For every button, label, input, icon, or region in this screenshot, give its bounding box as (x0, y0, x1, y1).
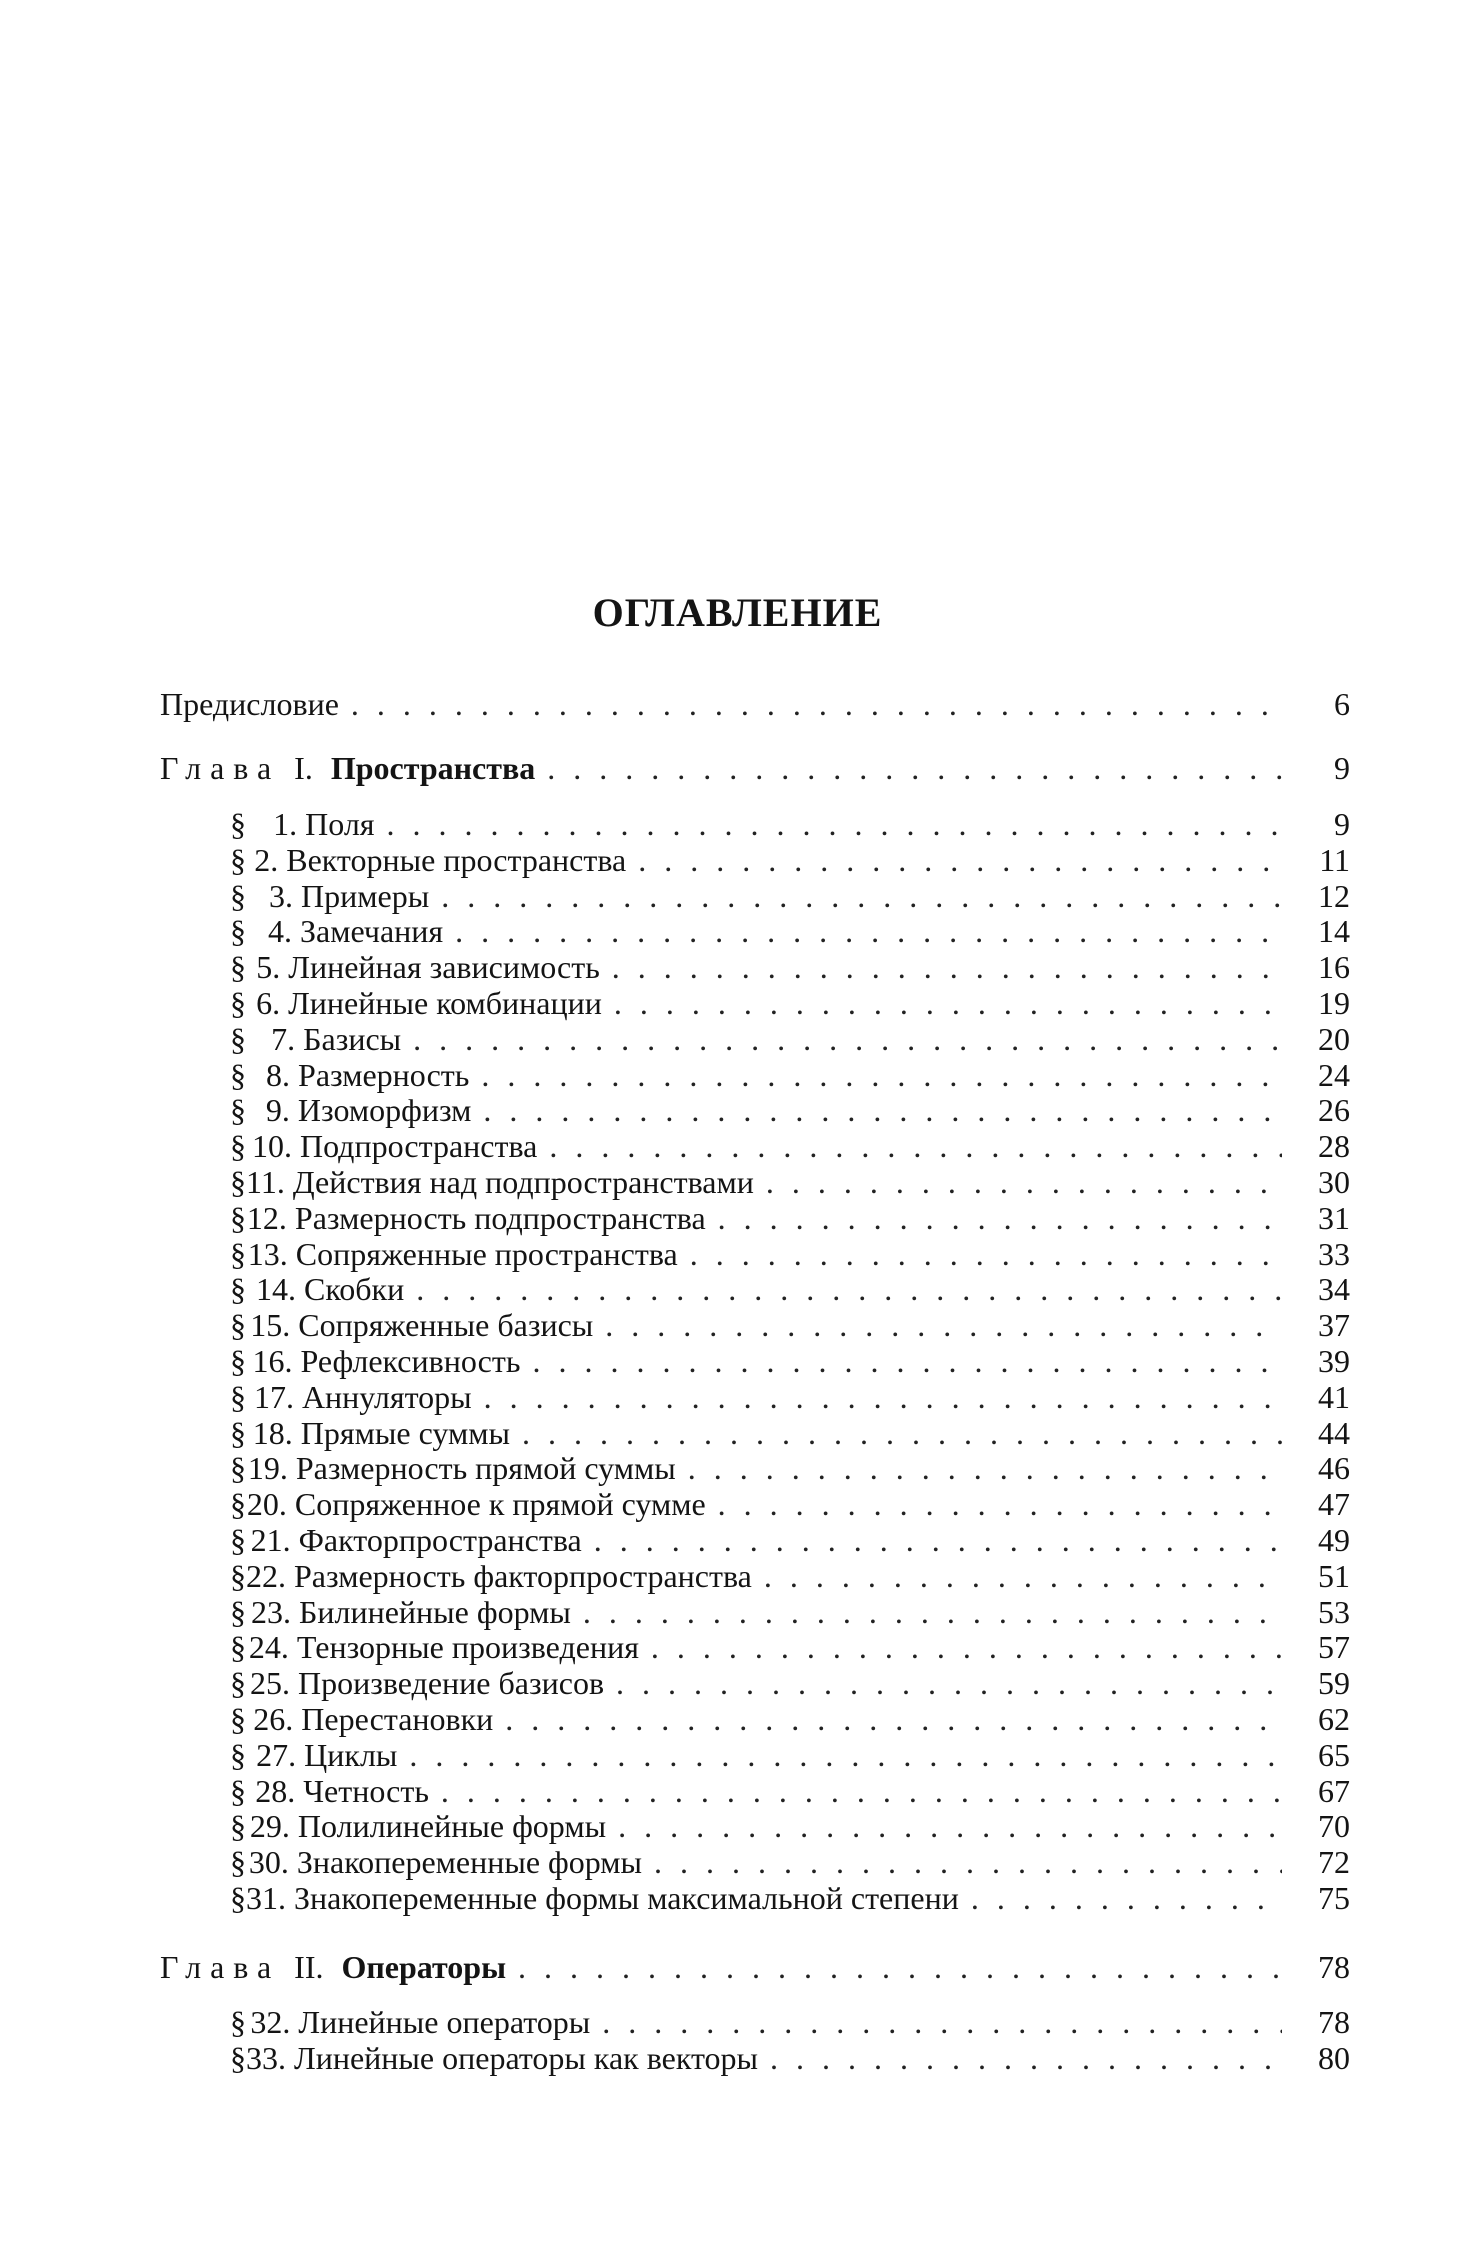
section-number: 24. (248, 1629, 289, 1666)
section-number: 11. (246, 1164, 285, 1200)
section-sign: § (230, 1844, 246, 1881)
section-page: 59 (1318, 1665, 1350, 1702)
dot-leader (483, 1092, 1282, 1128)
section-number: 15. (250, 1307, 291, 1344)
section-sign: § (230, 1557, 246, 1594)
dot-leader (971, 1880, 1282, 1916)
section-sign: § (230, 1164, 246, 1200)
toc-section-entry[interactable] (160, 1307, 1350, 1343)
section-sign: § (230, 1880, 246, 1916)
dot-leader (688, 1450, 1282, 1486)
section-title: Линейная зависимость (288, 949, 600, 986)
section-page: 53 (1318, 1593, 1350, 1630)
toc-section-entry[interactable] (160, 878, 1350, 914)
section-title: Примеры (301, 877, 430, 914)
dot-leader (770, 2040, 1282, 2076)
section-page: 41 (1318, 1378, 1350, 1415)
section-page: 31 (1318, 1199, 1350, 1236)
dot-leader (455, 913, 1282, 949)
dot-leader (518, 1949, 1282, 1985)
section-number: 19. (247, 1450, 288, 1487)
section-page: 70 (1318, 1808, 1350, 1845)
toc-chapter-1[interactable] (160, 750, 1350, 786)
section-title: Базисы (303, 1020, 402, 1057)
section-sign: § (230, 1450, 246, 1487)
dot-leader (481, 1057, 1282, 1093)
section-number: 21. (250, 1522, 291, 1558)
section-sign: § (230, 877, 246, 914)
dot-leader (441, 878, 1282, 914)
toc-section-entry[interactable] (160, 2040, 1350, 2076)
section-title: Аннуляторы (301, 1378, 472, 1415)
section-page: 26 (1318, 1092, 1350, 1129)
section-page: 39 (1318, 1343, 1350, 1379)
section-number: 31. (246, 1880, 286, 1916)
section-number: 25. (249, 1665, 290, 1702)
toc-entry-page: 9 (1334, 750, 1350, 786)
section-title: Тензорные произведения (296, 1629, 639, 1666)
toc-section-entry[interactable] (160, 1701, 1350, 1737)
toc-section-entry[interactable] (160, 1200, 1350, 1236)
toc-section-entry[interactable] (160, 1594, 1350, 1630)
section-page: 75 (1318, 1880, 1350, 1916)
toc-section-entry[interactable] (160, 1057, 1350, 1093)
toc-section-entry[interactable] (160, 1844, 1350, 1880)
section-title: Сопряженные пространства (295, 1235, 678, 1272)
section-sign: § (230, 1271, 246, 1308)
toc-section-entry[interactable] (160, 1379, 1350, 1415)
section-sign: § (230, 841, 246, 878)
toc-section-entry[interactable] (160, 1271, 1350, 1307)
section-sign: § (230, 985, 246, 1021)
section-title: Знакопеременные формы максимальной степени (294, 1880, 959, 1916)
section-number: 27. (256, 1736, 297, 1773)
dot-leader (718, 1486, 1282, 1522)
toc-chapter-2[interactable] (160, 1949, 1350, 1985)
dot-leader (690, 1236, 1282, 1272)
dot-leader (549, 1128, 1282, 1164)
dot-leader (441, 1773, 1282, 1809)
toc-section-entry[interactable] (160, 1665, 1350, 1701)
section-page: 12 (1318, 877, 1350, 914)
section-number: 17. (253, 1378, 294, 1415)
section-sign: § (230, 1414, 246, 1451)
section-title: Линейные операторы (298, 2004, 591, 2040)
section-page: 67 (1318, 1772, 1350, 1809)
dot-leader (766, 1164, 1282, 1200)
dot-leader (484, 1379, 1282, 1415)
section-title: Подпространства (299, 1128, 538, 1165)
section-sign: § (230, 1235, 246, 1272)
dot-leader (505, 1701, 1282, 1737)
toc-entry-preface[interactable] (160, 686, 1350, 722)
section-page: 62 (1318, 1701, 1350, 1737)
section-page: 9 (1334, 806, 1350, 842)
dot-leader (594, 1522, 1282, 1558)
section-number: 14. (255, 1271, 296, 1308)
section-number: 23. (250, 1593, 291, 1630)
toc-section-entry[interactable] (160, 1808, 1350, 1844)
section-page: 47 (1318, 1486, 1350, 1523)
section-page: 65 (1318, 1736, 1350, 1773)
section-title: Поля (305, 806, 375, 842)
toc-section-entry[interactable] (160, 1880, 1350, 1916)
section-page: 34 (1318, 1271, 1350, 1308)
dot-leader (409, 1737, 1282, 1773)
section-title: Прямые суммы (300, 1414, 510, 1451)
section-sign: § (230, 1199, 246, 1236)
section-number: 9. (265, 1092, 290, 1129)
section-page: 30 (1318, 1164, 1350, 1200)
section-title: Размерность прямой суммы (295, 1450, 676, 1487)
dot-leader (416, 1271, 1282, 1307)
dot-leader (651, 1629, 1282, 1665)
section-page: 57 (1318, 1629, 1350, 1666)
dot-leader (522, 1415, 1282, 1451)
dot-leader (638, 842, 1282, 878)
section-sign: § (230, 1343, 246, 1379)
toc-section-entry[interactable] (160, 1522, 1350, 1558)
dot-leader (654, 1844, 1282, 1880)
toc-section-entry[interactable] (160, 1343, 1350, 1379)
section-sign: § (230, 1128, 246, 1165)
chapter-title: Операторы (341, 1949, 507, 1985)
section-number: 7. (271, 1020, 296, 1057)
section-title: Циклы (304, 1736, 398, 1773)
dot-leader (612, 949, 1282, 985)
section-title: Четность (303, 1772, 429, 1809)
toc-entry-page: 78 (1318, 1949, 1350, 1985)
section-title: Размерность факторпространства (294, 1557, 752, 1594)
section-sign: § (230, 1056, 246, 1093)
chapter-word: Глава (160, 750, 281, 786)
toc-section-entry[interactable] (160, 985, 1350, 1021)
section-sign: § (230, 1486, 246, 1523)
section-page: 28 (1318, 1128, 1350, 1165)
dot-leader (718, 1200, 1282, 1236)
dot-leader (532, 1343, 1282, 1379)
section-title: Сопряженные базисы (298, 1307, 594, 1344)
section-title: Действия над подпространствами (292, 1164, 754, 1200)
section-number: 12. (246, 1199, 287, 1236)
section-number: 8. (266, 1056, 291, 1093)
section-number: 30. (248, 1844, 289, 1881)
section-page: 80 (1318, 2039, 1350, 2076)
section-page: 49 (1318, 1522, 1350, 1558)
section-sign: § (230, 1593, 246, 1630)
section-page: 78 (1318, 2004, 1350, 2040)
dot-leader (605, 1307, 1282, 1343)
toc-section-entry[interactable] (160, 1092, 1350, 1128)
dot-leader (618, 1808, 1282, 1844)
toc-section-entry[interactable] (160, 1450, 1350, 1486)
toc-entry-page: 6 (1334, 686, 1350, 722)
section-page: 16 (1318, 949, 1350, 986)
section-page: 72 (1318, 1844, 1350, 1881)
section-sign: § (230, 1307, 246, 1344)
section-title: Векторные пространства (286, 841, 627, 878)
toc-section-entry[interactable] (160, 1773, 1350, 1809)
section-sign: § (230, 1808, 246, 1845)
page-title: ОГЛАВЛЕНИЕ (592, 590, 883, 635)
section-sign: § (230, 1020, 246, 1057)
chapter-word: Глава (160, 1949, 281, 1985)
section-number: 33. (246, 2039, 286, 2076)
section-sign: § (230, 1522, 246, 1558)
toc-section-entry[interactable] (160, 2004, 1350, 2040)
section-number: 6. (256, 985, 281, 1021)
section-number: 29. (249, 1808, 290, 1845)
section-number: 5. (256, 949, 281, 986)
section-page: 11 (1319, 841, 1350, 878)
section-title: Произведение базисов (297, 1665, 605, 1702)
section-number: 32. (250, 2004, 291, 2040)
section-number: 2. (254, 841, 279, 878)
dot-leader (602, 2004, 1282, 2040)
section-title: Изоморфизм (297, 1092, 472, 1129)
dot-leader (413, 1021, 1282, 1057)
section-number: 26. (253, 1701, 294, 1737)
section-number: 22. (246, 1557, 286, 1594)
section-page: 24 (1318, 1056, 1350, 1093)
section-title: Линейные операторы как векторы (294, 2039, 758, 2076)
section-sign: § (230, 1701, 246, 1737)
section-title: Билинейные формы (298, 1593, 571, 1630)
toc-section-entry[interactable] (160, 1236, 1350, 1272)
toc-section-entry[interactable] (160, 949, 1350, 985)
section-number: 18. (252, 1414, 293, 1451)
section-sign: § (230, 806, 246, 842)
dot-leader (616, 1665, 1282, 1701)
chapter-title: Пространства (330, 750, 536, 786)
section-page: 51 (1318, 1557, 1350, 1594)
section-sign: § (230, 949, 246, 986)
section-title: Сопряженное к прямой сумме (294, 1486, 706, 1523)
dot-leader (614, 985, 1282, 1021)
section-page: 14 (1318, 913, 1350, 950)
section-sign: § (230, 1665, 246, 1702)
toc-entry-title: Предисловие (160, 686, 339, 722)
chapter-number: I. (294, 750, 313, 786)
toc-section-entry[interactable] (160, 1128, 1350, 1164)
section-title: Линейные комбинации (288, 985, 602, 1021)
section-sign: § (230, 1736, 246, 1773)
section-title: Факторпространства (298, 1522, 582, 1558)
toc-section-entry[interactable] (160, 842, 1350, 878)
toc-section-entry[interactable] (160, 1415, 1350, 1451)
toc-section-entry[interactable] (160, 806, 1350, 842)
dot-leader (583, 1594, 1282, 1630)
toc-section-entry[interactable] (160, 1629, 1350, 1665)
toc-section-entry[interactable] (160, 1558, 1350, 1594)
section-number: 28. (255, 1772, 296, 1809)
section-title: Размерность подпространства (294, 1199, 706, 1236)
section-title: Скобки (303, 1271, 405, 1308)
section-page: 46 (1318, 1450, 1350, 1487)
dot-leader (351, 686, 1282, 722)
section-title: Полилинейные формы (297, 1808, 607, 1845)
section-title: Размерность (298, 1056, 470, 1093)
section-sign: § (230, 913, 246, 950)
section-number: 1. (273, 806, 298, 842)
dot-leader (764, 1558, 1282, 1594)
toc-section-entry[interactable] (160, 1737, 1350, 1773)
chapter-number: II. (294, 1949, 324, 1985)
section-title: Перестановки (301, 1701, 494, 1737)
section-sign: § (230, 2039, 246, 2076)
section-page: 37 (1318, 1307, 1350, 1344)
section-sign: § (230, 1378, 246, 1415)
section-number: 13. (247, 1235, 288, 1272)
toc-section-entry[interactable] (160, 1164, 1350, 1200)
section-number: 20. (246, 1486, 287, 1523)
section-number: 4. (267, 913, 292, 950)
toc-section-entry[interactable] (160, 1021, 1350, 1057)
section-title: Рефлексивность (300, 1343, 521, 1379)
dot-leader (547, 750, 1282, 786)
toc-section-entry[interactable] (160, 1486, 1350, 1522)
section-page: 33 (1318, 1235, 1350, 1272)
section-page: 44 (1318, 1414, 1350, 1451)
section-number: 3. (269, 877, 294, 914)
section-sign: § (230, 1092, 246, 1129)
section-title: Знакопеременные формы (296, 1844, 643, 1881)
section-number: 16. (252, 1343, 293, 1379)
section-sign: § (230, 1629, 246, 1666)
section-page: 20 (1318, 1020, 1350, 1057)
dot-leader (387, 806, 1283, 842)
section-sign: § (230, 2004, 246, 2040)
section-number: 10. (251, 1128, 292, 1165)
section-sign: § (230, 1772, 246, 1809)
toc-section-entry[interactable] (160, 913, 1350, 949)
section-title: Замечания (299, 913, 444, 950)
section-page: 19 (1318, 985, 1350, 1021)
